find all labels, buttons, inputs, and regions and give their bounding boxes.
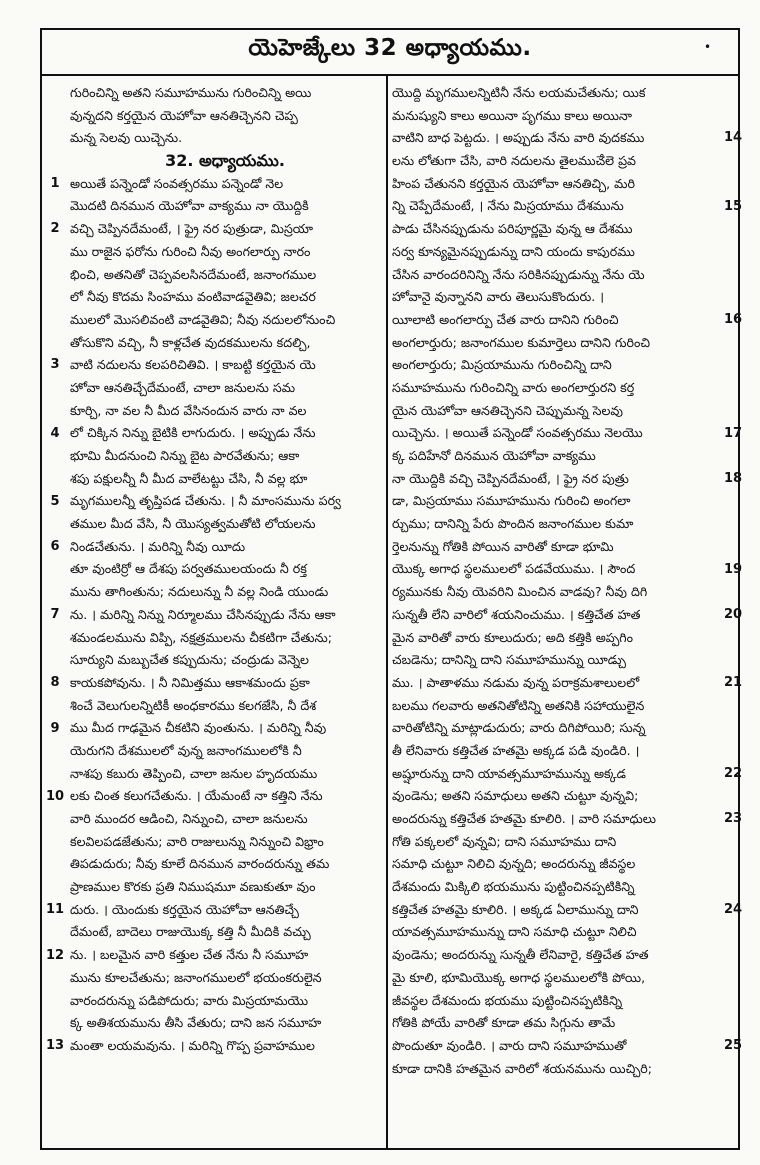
verse-number: 12 (45, 947, 65, 963)
verse-number: 15 (723, 198, 743, 214)
text-line: యొక్క అగాధ స్థలములలో పడవేయుము. । సౌంద (392, 561, 636, 577)
right-verse-numbers (720, 76, 746, 1150)
text-line: వున్నదని కర్తయైన యెహోవా ఆనతిచ్చెనని చెప్ప (70, 107, 298, 123)
text-line: వారి ముందర ఆడించి, నిన్నుంచి, చాలా జనులను (70, 811, 308, 826)
text-line: కూర్చి, నా వల నీ మీద వేసినందున వారు నా వల (70, 402, 307, 418)
text-line: మును తాగింతును; నదులున్ను నీ వల్ల నిండి యుండు (70, 584, 329, 600)
text-line: భించి, అతనితో చెప్పవలసినదేమంటే, జనాంగముల (70, 266, 317, 282)
column-divider (386, 76, 388, 1150)
text-line: ర్యమునకు నీవు యెవరిని మించిన వాడవు? నీవు దిగి (392, 584, 648, 600)
text-line: లో నీవు కొదమ సింహము వంటివాడవైతివి; జలచర (70, 289, 316, 305)
text-line: లకు చింత కలుగచేతును. । యేమంటే నా కత్తిని నేను (70, 788, 323, 804)
text-line: మొదటి దినమున యెహోవా వాక్యము నా యొద్దికి (70, 198, 309, 214)
text-line: మంతా లయమవును. । మరిన్ని గొప్ప ప్రవాహముల (70, 1037, 315, 1053)
text-line: సమూహమును గురించిన్ని వారు అంగలార్తురని కర్త (392, 379, 635, 395)
verse-number: 25 (723, 1038, 743, 1054)
verse-number: 11 (45, 902, 65, 918)
text-line: అంగలార్తురు; మిస్రయామును గురించిన్ని దాని (392, 357, 612, 373)
text-line: మన్న సెలవు యిచ్చెను. (70, 130, 183, 146)
text-line: వుండెను; అందరున్ను సున్నతీ లేనివారై, కత్తిచేత హత (392, 947, 649, 963)
text-line: నిండచేతును. । మరిన్ని నీవు యీదు (70, 538, 246, 554)
verse-number: 6 (50, 539, 60, 554)
text-line: యావత్సమూహమున్ను దాని సమాధి చుట్టూ నిలిచి (392, 924, 637, 940)
text-line: ములలో మొసలివంటి వాడవైతివి; నీవు నదులలోనుంచి (70, 311, 336, 327)
text-line: యెరుగని దేశములలో వున్న జనాంగములలోకి నీ (70, 742, 302, 758)
text-line: కాయకపోవును. । నీ నిమిత్తము ఆకాశమందు ప్రకా (70, 674, 310, 690)
verse-number: 8 (50, 675, 60, 691)
text-line: యీలాటి అంగలార్పు చేత వారు దానిని గురించి (392, 311, 619, 327)
text-line: ర్తెలనున్ను గోతికి పోయిన వారితో కూడా భూమి (392, 538, 614, 554)
text-line: వాటిని బాధ పెట్టదు. । అప్పుడు నేను వారి వుదకము (392, 130, 645, 146)
verse-number: 9 (50, 720, 60, 736)
text-line: భూమి మీదనుంచి నిన్ను బైట పారవేతును; ఆకా (70, 448, 300, 463)
verse-number: 19 (723, 561, 743, 577)
text-line: లో చిక్కిన నిన్ను బైటికి లాగుదురు. । అప్పుడు నేను (70, 425, 316, 441)
text-line: గురించిన్ని అతని సమూహమును గురించిన్ని అయి (70, 85, 312, 100)
verse-number: 13 (45, 1038, 65, 1054)
right-text-column (392, 82, 716, 1080)
verse-number: 23 (723, 811, 743, 827)
text-line: తిపడుదురు; నీవు కూలే దినమున వారందరున్ను తమ (70, 856, 330, 872)
text-line: అందరున్ను కత్తిచేత హతమై కూలిరి. । వారి సమాధులు (392, 811, 656, 826)
text-line: దేమంటే, బాదెలు రాజుయొక్క కత్తి నీ మీదికి వచ్చు (70, 924, 311, 940)
text-line: సూర్యుని మబ్బుచేత కప్పుదును; చంద్రుడు వెన్నెల (70, 652, 309, 668)
text-line: దేశమందు మిక్కిలి భయమును పుట్టించినప్పటికిన్ని (392, 879, 635, 895)
verse-number: 17 (723, 425, 743, 441)
text-line: ను. । బలమైన వారి కత్తుల చేత నేను నీ సమూహ (70, 947, 309, 963)
text-line: మైన వారితో వారు కూలుదురు; అది కత్తికి అప్పగిం (392, 629, 634, 645)
text-line: లను లోతుగా చేసి, వారి నదులను తైలముౘలె ప్రవ (392, 153, 637, 169)
text-line: చబడెను; దానిన్ని దాని సమూహమున్ను యీడ్చు (392, 652, 626, 668)
text-line: వుండెను; అతని సమాధులు అతని చుట్టూ వున్నవి; (392, 788, 639, 804)
text-line: మృగములన్నీ తృప్తిపడ చేతును. । నీ మాంసమును పర్వ (70, 493, 341, 509)
verse-number: 3 (50, 357, 60, 373)
verse-number: 1 (50, 175, 60, 191)
verse-number: 4 (50, 425, 60, 441)
text-line: న్ని చెప్పేదేమంటే, । నేను మిస్రయాము దేశమును (392, 198, 624, 214)
verse-number: 10 (45, 788, 65, 804)
text-line: మనుష్యుని కాలు అయినా పృగము కాలు అయినా (392, 107, 632, 123)
text-line: సున్నతీ లేని వారిలో శయనించుము. । కత్తిచేత హత (392, 606, 641, 622)
text-line: ప్రాణముల కొరకు ప్రతి నిముషమూ వణుకుతూ వుం (70, 879, 316, 895)
verse-number: 2 (50, 221, 60, 237)
text-line: అంగలార్తురు; జనాంగముల కుమార్తెలు దానిని గురించి (392, 334, 651, 350)
text-line: యొద్ది మృగములన్నిటినీ నేను లయమచేతును; యిక (392, 85, 646, 100)
text-line: క్క పదిహేనో దినమున యెహోవా వాక్యము (392, 448, 596, 463)
text-line: శమండలమును విప్పి, నక్షత్రములను చీకటిగా చేతును; (70, 629, 332, 645)
text-line: కూడా దానికి హతమైన వారిలో శయనమును యిచ్చిరి; (392, 1060, 653, 1076)
text-line: డా, మిస్రయాము సమూహమును గురించి అంగలా (392, 493, 631, 509)
text-line: నాశపు కబురు తెప్పించి, చాలా జనుల హృదయము (70, 765, 318, 781)
text-line: ము మీద గాఢమైన చీకటిని వుంతును. । మరిన్ని నీవు (70, 720, 327, 736)
text-line: వారందరున్ను పడిపోదురు; వారు మిస్రయామయొ (70, 992, 309, 1008)
text-line: ర్చుము; దానిన్ని పేరు పొందిన జనాంగముల కుమా (392, 516, 634, 532)
text-line: తూ వుంటిర్రో ఆ దేశపు పర్వతములయందు నీ రక్త (70, 561, 307, 577)
text-line: ము. । పాతాళము నడుమ వున్న పరాక్రమశాలులలో (392, 674, 640, 690)
text-line: యైన యెహోవా ఆనతిచ్చెనని చెప్పుమన్న సెలవు (392, 402, 623, 418)
text-line: తీ లేనివారు కత్తిచేత హతమై అక్కడ పడి వుండిరి. । (392, 742, 640, 758)
text-line: సర్వ కూన్యమైనప్పుడున్ను దాని యందు కాపురము (392, 243, 635, 259)
text-line: క్క అతిశయమును తీసి వేతురు; దాని జన సమూహ (70, 1015, 322, 1031)
left-verse-numbers (42, 76, 68, 1150)
text-line: అయితే పన్నెండో సంవత్సరము పన్నెండో నెల (70, 175, 284, 191)
text-line: కత్తిచేత హతమై కూలిరి. । అక్కడ ఏలామున్ను దాని (392, 901, 639, 917)
left-text-column (70, 82, 380, 1058)
text-line: ము రాజైన ఫరోను గురించి నీవు అంగలార్పు నారం (70, 243, 311, 259)
text-line: ను. । మరిన్ని నిన్ను నిర్మూలము చేసినప్పుడు నేను ఆకా (70, 606, 336, 622)
text-line: హోవానై వున్నానని వారు తెలుసుకొందురు. । (392, 289, 605, 305)
verse-number: 16 (723, 312, 743, 327)
chapter-heading: 32. అధ్యాయము. (165, 151, 285, 171)
verse-number: 7 (50, 607, 60, 623)
verse-number: 20 (723, 607, 743, 623)
verse-number: 24 (723, 902, 743, 918)
text-line: పొందుతూ వుండిరి. । వారు దాని సమూహముతో (392, 1037, 627, 1053)
text-line: హోవా ఆనతిచ్చేదేమంటే, చాలా జనులను సమ (70, 379, 296, 395)
text-line: నా యొద్దికి వచ్చి చెప్పినదేమంటే, । ఫ్రై నర పుత్రు (392, 470, 629, 486)
verse-number: 14 (723, 130, 743, 146)
text-line: అష్షూరున్ను దాని యావత్సమూహమున్ను అక్కడ (392, 765, 626, 781)
text-line: గోతికి పోయే వారితో కూడా తమ సిగ్గును తామే (392, 1015, 616, 1031)
verse-number: 5 (50, 493, 60, 509)
text-line: గోతి పక్కలలో వున్నవి; దాని సమూహము దాని (392, 833, 617, 849)
text-line: వాటి నదులను కలపరిచితివి. । కాబట్టి కర్తయైన యె (70, 357, 316, 373)
text-line: దురు. । యెందుకు కర్తయైన యెహోవా ఆనతిచ్చే (70, 901, 299, 917)
page-title: యెహెజ్కేలు 32 అధ్యాయము. (248, 35, 532, 61)
text-line: జీవస్థల దేశమందు భయము పుట్టించినప్పటికిన్ని (392, 992, 623, 1008)
text-line: మును కూలచేతును; జనాంగములలో భయంకరులైన (70, 969, 322, 985)
text-line: మై కూలి, భూమియొక్క అగాధ స్థలములలోకి పోయి, (392, 969, 646, 985)
verse-number: 21 (723, 675, 743, 691)
text-line: యిచ్చెను. । అయితే పన్నెండో సంవత్సరము నెలయొ (392, 425, 643, 441)
text-line: వారితోటిన్ని మాట్లాడుదురు; వారు దిగిపోయిరి; సున్న (392, 720, 646, 736)
verse-number: 18 (723, 470, 743, 486)
text-line: బలము గలవారు అతనితోటిన్ని అతనికి సహాయులైన (392, 697, 645, 713)
text-line: పాడు చేసినప్పుడును పరిపూర్ణమై వున్న ఆ దేశము (392, 221, 633, 237)
corner-mark: • (704, 40, 712, 54)
text-line: హింప చేతునని కర్తయైన యెహోవా ఆనతిచ్చి, మరి (392, 175, 635, 191)
text-line: కలవిలపడజేతును; వారి రాజులున్ను నిన్నుంచి విభ్రాం (70, 833, 324, 849)
text-line: శించే వెలుగులన్నిటికీ అంధకారము కలగజేసి, నీ దేశ (70, 697, 317, 713)
verse-number: 22 (723, 766, 743, 781)
text-line: చేసిన వారందరినిన్ని నేను సరికినప్పుడున్ను నేను యె (392, 266, 645, 282)
text-line: వచ్చి చెప్పినదేమంటే, । ఫ్రై నర పుత్రుడా, మిస్రయా (70, 221, 314, 237)
text-line: సమాధి చుట్టూ నిలిచి వున్నది; అందరున్ను జీవస్థల (392, 856, 636, 872)
text-line: శపు పక్షులన్నీ నీ మీద వాలేటట్టు చేసి, నీ వల్ల భూ (70, 470, 308, 486)
text-line: తోసుకొని వచ్చి, నీ కాళ్లచేత వుదకములను కదల్చి, (70, 334, 311, 350)
text-line: తముల మీద వేసి, నీ యొస్యత్వమతోటి లోయలను (70, 516, 316, 532)
page-header (40, 28, 740, 76)
